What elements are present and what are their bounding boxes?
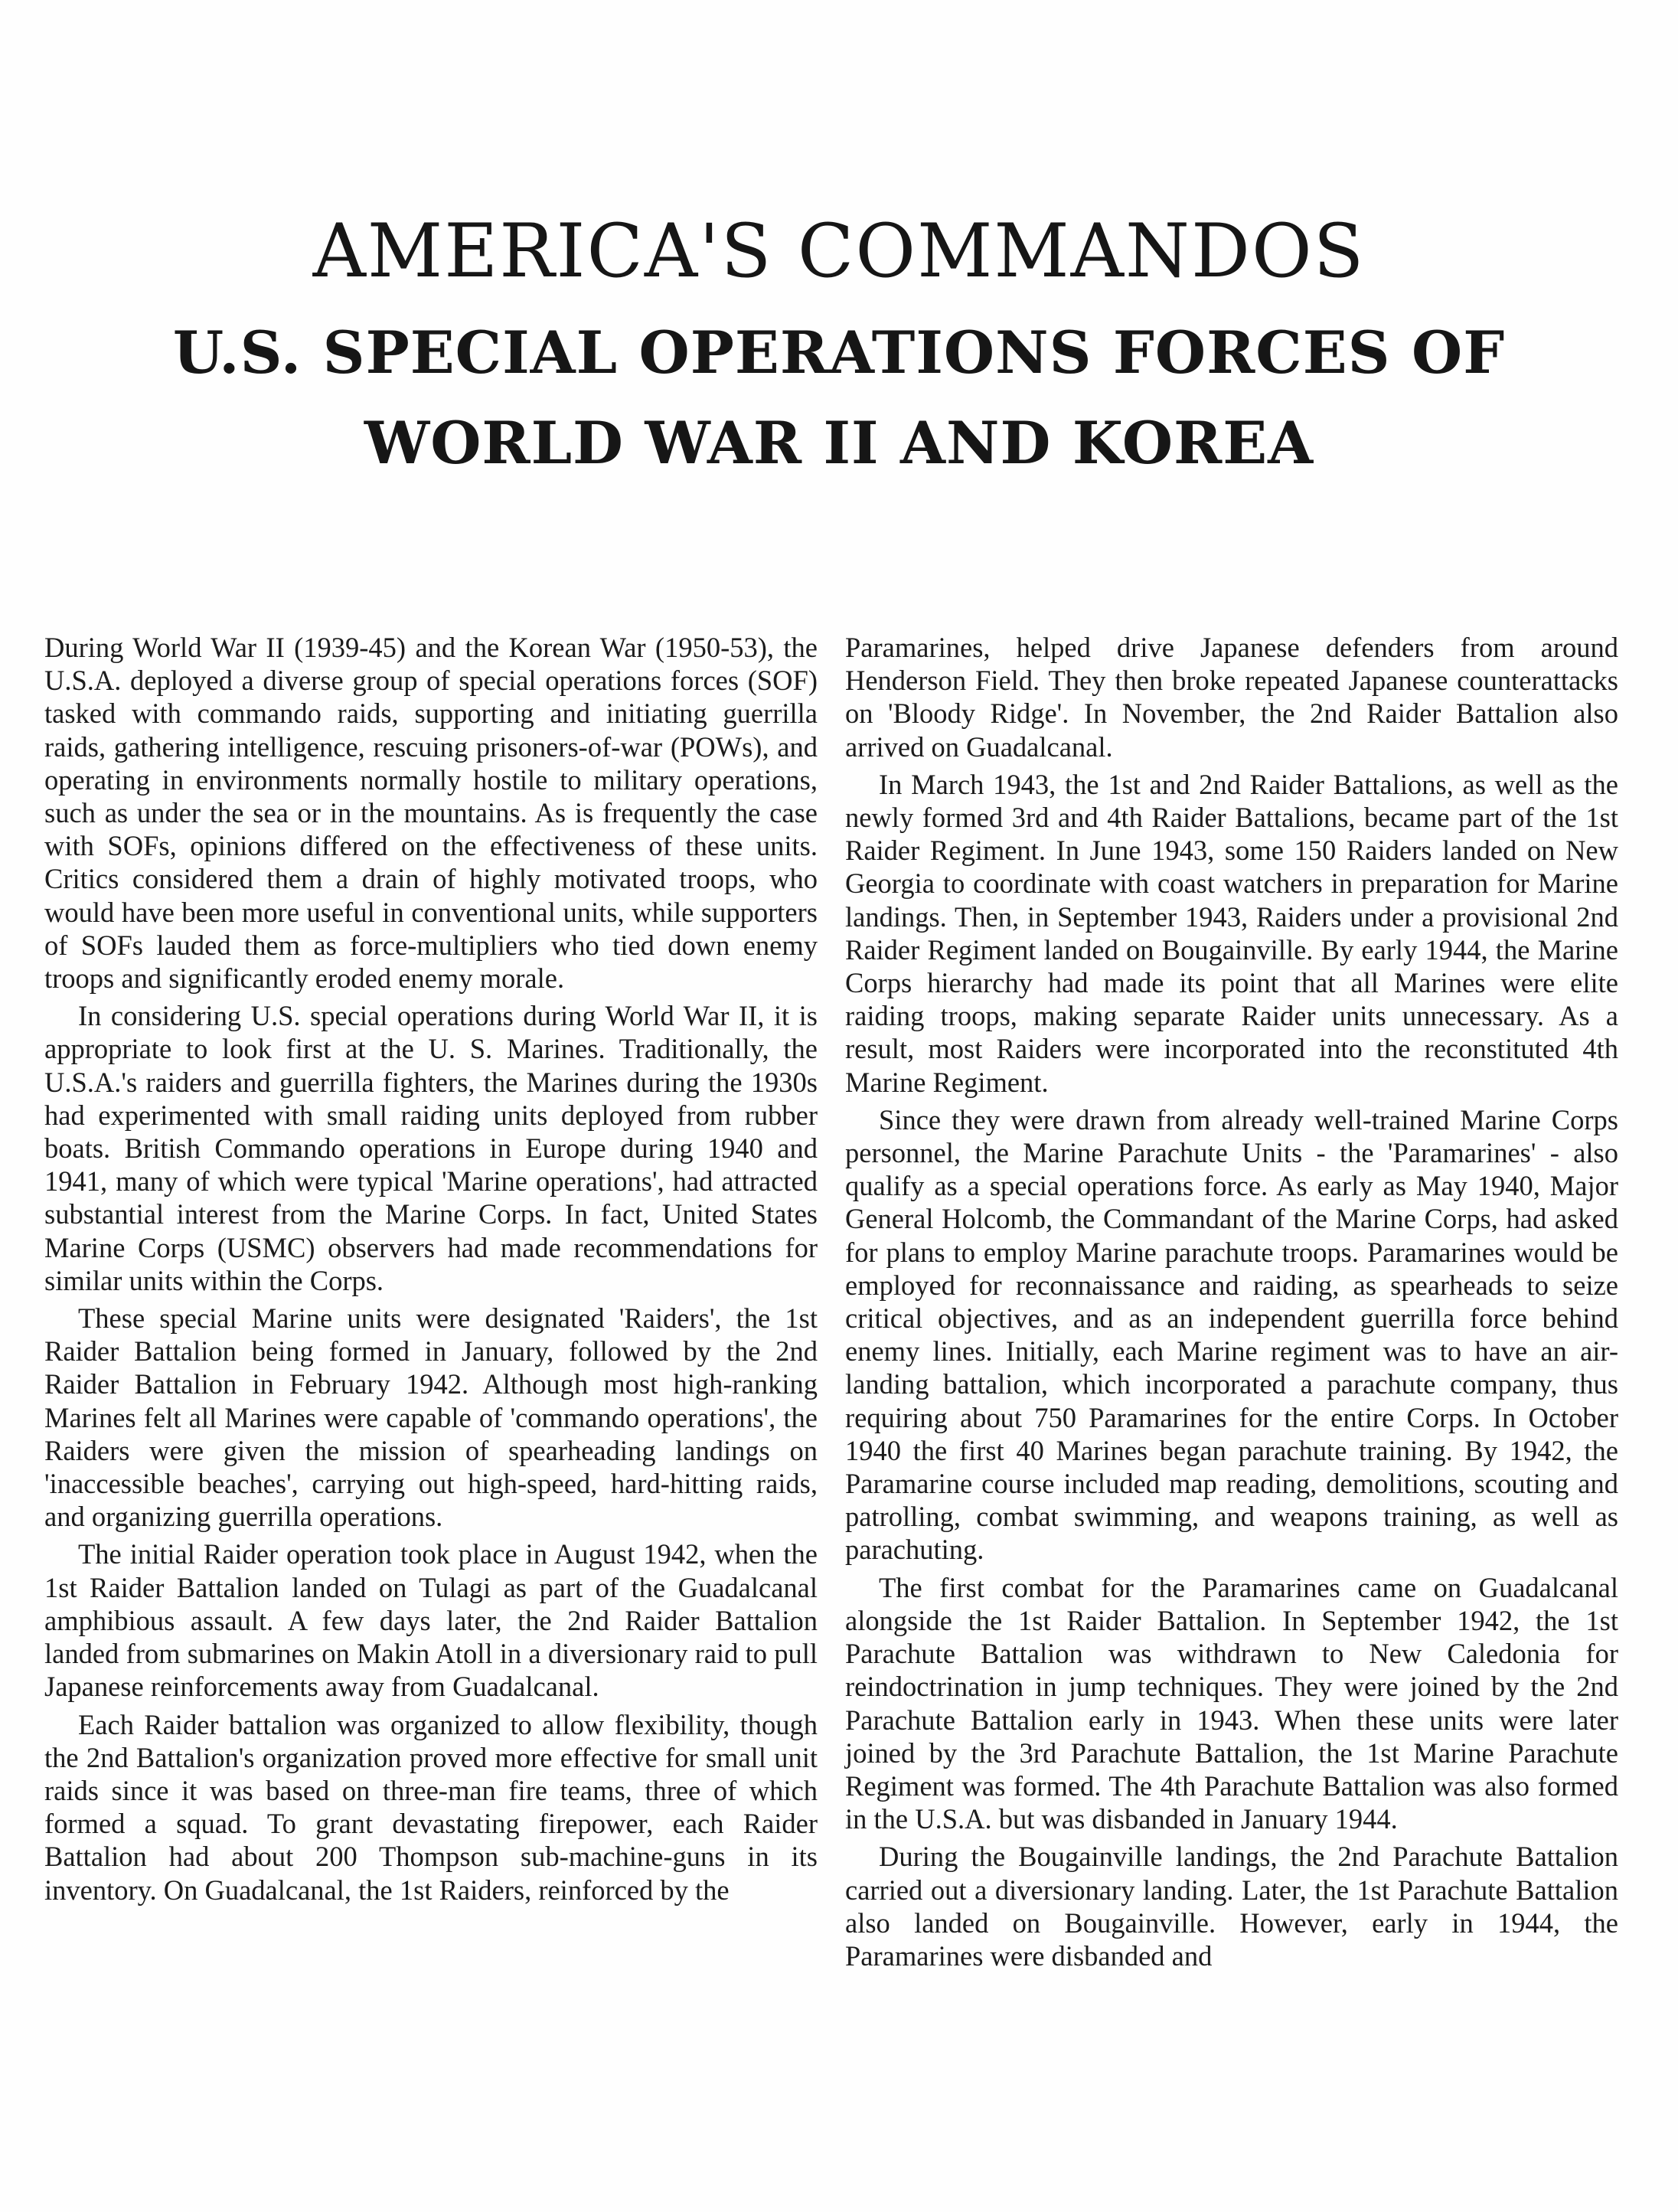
title-block <box>0 205 1678 488</box>
paragraph: The first combat for the Paramarines came on Guadalcanal alongside the 1st Raider Battalion. In September 1942, the 1st Parachute Battalion was withdrawn to New Caledonia for reindoctrination in jump techniques. They were joined by the 2nd Parachute Battalion early in 1943. When these units were later joined by the 3rd Parachute Battalion, the 1st Marine Parachute Regiment was formed. The 4th Parachute Battalion was also formed in the U.S.A. but was disbanded in January 1944. <box>845 1571 1618 1835</box>
paragraph: Each Raider battalion was organized to allow flexibility, though the 2nd Battalion's organization proved more effective for small unit raids since it was based on three-man fire teams, three of which formed a squad. To grant devastating firepower, each Raider Battalion had about 200 Thompson sub-machine-guns in its inventory. On Guadalcanal, the 1st Raiders, reinforced by the <box>44 1708 818 1906</box>
left-column <box>44 631 818 1911</box>
page-title: AMERICA'S COMMANDOS <box>312 208 1366 294</box>
subtitle-line-1: U.S. SPECIAL OPERATIONS FORCES OF <box>172 319 1506 387</box>
page-subtitle <box>0 308 1678 488</box>
paragraph: Paramarines, helped drive Japanese defenders from around Henderson Field. They then broke repeated Japanese counterattacks on 'Bloody Ridge'. In November, the 2nd Raider Battalion also arrived on Guadalcanal. <box>845 632 1618 763</box>
paragraph: In March 1943, the 1st and 2nd Raider Battalions, as well as the newly formed 3rd and 4th Raider Battalions, became part of the 1st Raider Regiment. In June 1943, some 150 Raiders landed on New Georgia to coordinate with coast watchers in preparation for Marine landings. Then, in September 1943, Raiders under a provisional 2nd Raider Regiment landed on Bougainville. By early 1944, the Marine Corps hierarchy had made its point that all Marines were elite raiding troops, making separate Raider units unnecessary. As a result, most Raiders were incorporated into the reconstituted 4th Marine Regiment. <box>845 768 1618 1098</box>
subtitle-line-2: WORLD WAR II AND KOREA <box>364 409 1314 477</box>
paragraph: During the Bougainville landings, the 2nd Parachute Battalion carried out a diversionary landing. Later, the 1st Parachute Battalion also landed on Bougainville. However, early in 1944, the Paramarines were disbanded and <box>845 1841 1618 1972</box>
paragraph: Since they were drawn from already well-trained Marine Corps personnel, the Marine Parachute Units - the 'Paramarines' - also qualify as a special operations force. As early as May 1940, Major General Holcomb, the Commandant of the Marine Corps, had asked for plans to employ Marine parachute troops. Paramarines would be employed for reconnaissance and raiding, as spearheads to seize critical objectives, and as an independent guerrilla force behind enemy lines. Initially, each Marine regiment was to have an air-landing battalion, which incorporated a parachute company, thus requiring about 750 Paramarines for the entire Corps. In October 1940 the first 40 Marines began parachute training. By 1942, the Paramarine course included map reading, demolitions, scouting and patrolling, combat swimming, and weapons training, as well as parachuting. <box>845 1103 1618 1566</box>
paragraph: The initial Raider operation took place in August 1942, when the 1st Raider Battalion landed on Tulagi as part of the Guadalcanal amphibious assault. A few days later, the 2nd Raider Battalion landed from submarines on Makin Atoll in a diversionary raid to pull Japanese reinforcements away from Guadalcanal. <box>44 1538 818 1703</box>
paragraph: These special Marine units were designated 'Raiders', the 1st Raider Battalion being formed in January, followed by the 2nd Raider Battalion in February 1942. Although most high-ranking Marines felt all Marines were capable of 'commando operations', the Raiders were given the mission of spearheading landings on 'inaccessible beaches', carrying out high-speed, hard-hitting raids, and organizing guerrilla operations. <box>44 1302 818 1533</box>
paragraph: In considering U.S. special operations during World War II, it is appropriate to look first at the U. S. Marines. Traditionally, the U.S.A.'s raiders and guerrilla fighters, the Marines during the 1930s had experimented with small raiding units deployed from rubber boats. British Commando operations in Europe during 1940 and 1941, many of which were typical 'Marine operations', had attracted substantial interest from the Marine Corps. In fact, United States Marine Corps (USMC) observers had made recommendations for similar units within the Corps. <box>44 1000 818 1296</box>
paragraph: During World War II (1939-45) and the Korean War (1950-53), the U.S.A. deployed a diverse group of special operations forces (SOF) tasked with commando raids, supporting and initiating guerrilla raids, gathering intelligence, rescuing prisoners-of-war (POWs), and operating in environments normally hostile to military operations, such as under the sea or in the mountains. As is frequently the case with SOFs, opinions differed on the effectiveness of these units. Critics considered them a drain of highly motivated troops, who would have been more useful in conventional units, while supporters of SOFs lauded them as force-multipliers who tied down enemy troops and significantly eroded enemy morale. <box>44 632 818 995</box>
right-column <box>845 631 1618 1977</box>
